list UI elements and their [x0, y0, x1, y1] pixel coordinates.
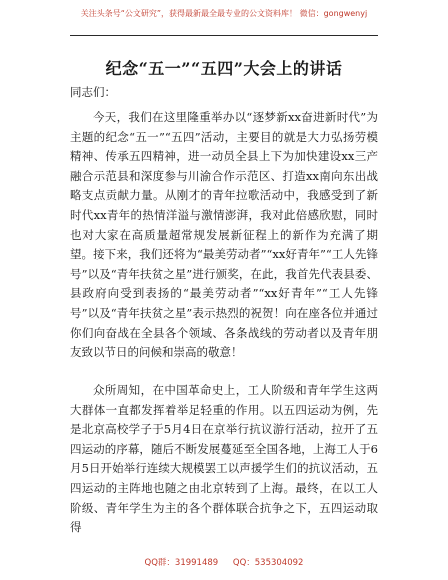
header-divider — [70, 35, 378, 36]
footer-contact — [0, 556, 448, 568]
body-paragraph-1: 今天，我们在这里隆重举办以“逐梦新xx奋进新时代”为主题的纪念“五一”“五四”活动，主要目的就是大力弘扬劳模精神、传承五四精神，进一动员全县上下为加快建设xx三产融合示范县和深度参与川渝合作示范区、打造xx南向东出战略支点贡献力量。从刚才的青年拉歌活动中，我感受到了新时代xx青年的热情洋溢与激情澎湃，我对此倍感欣慰，同时也对大家在高质量超常规发展新征程上的新作为充满了期望。接下来，我们还将为“最美劳动者”“xx好青年”“工人先锋号”以及“青年扶贫之星”进行颁奖，在此，我首先代表县委、县政府向受到表扬的“最美劳动者”“xx好青年”“工人先锋号”以及“青年扶贫之星”表示热烈的祝贺！向在座各位并通过你们向奋战在全县各个领域、各条战线的劳动者以及青年朋友致以节日的问候和崇高的敬意！ — [70, 110, 378, 360]
footer-qq: QQ：535304092 — [232, 558, 304, 568]
salutation: 同志们： — [70, 85, 116, 99]
document-title: 纪念“五一”“五四”大会上的讲话 — [105, 59, 343, 78]
footer-qq-group: QQ群：31991489 — [144, 558, 219, 568]
body-paragraph-2: 众所周知，在中国革命史上，工人阶级和青年学生这两大群体一直都发挥着举足轻重的作用。以五四运动为例，先是北京高校学子于5月4日在京举行抗议游行活动，拉开了五四运动的序幕，随后不断发展蔓延至全国各地，上海工人于6月5日开始举行连续大规模罢工以声援学生们的抗议活动，五四运动的主阵地也随之由北京转到了上海。最终，在以工人阶级、青年学生为主的各个群体联合抗争之下，五四运动取得 — [70, 383, 378, 535]
header-promo-note: 关注头条号“公文研究”，获得最新最全最专业的公文资料库！ 微信：gongwenyj — [80, 9, 368, 18]
